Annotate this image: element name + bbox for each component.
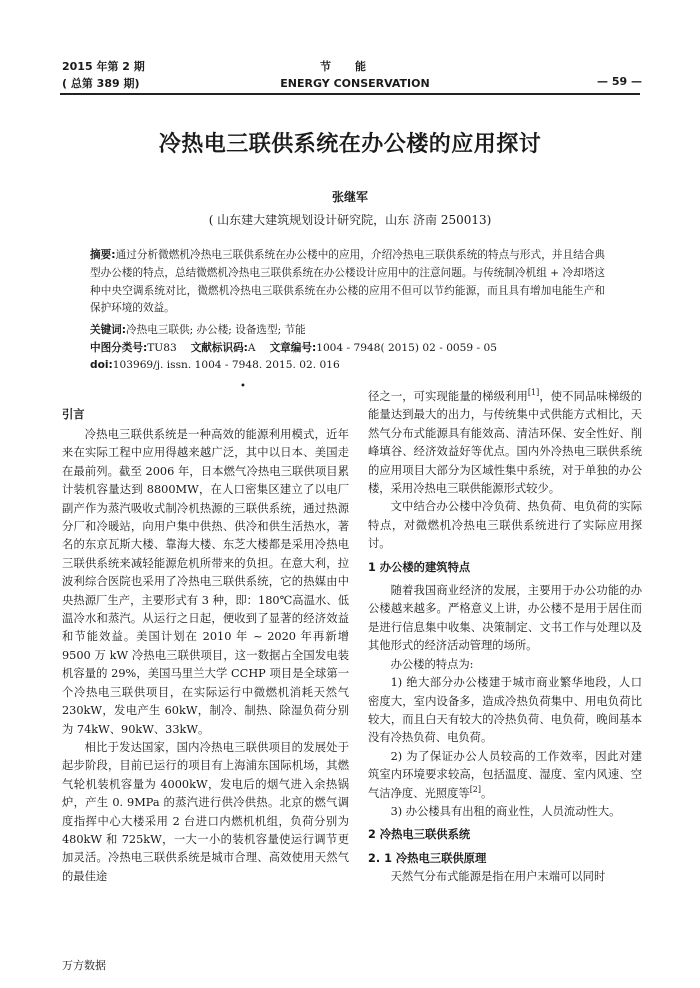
paragraph	[368, 748, 642, 803]
paragraph-text: ，使不同品味梯级的能量达到最大的出力，与传统集中式供能方式相比，天然气分布式能源具有能效高、清洁环保、安全性好、削峰填谷、经济效益好等优点。国内外冷热电三联供系统的应用项目大部分为区域性集中系统，对于单独的办公楼，采用冷热电三联供能源形式较少。	[368, 390, 642, 496]
section-heading: 2 冷热电三联供系统	[368, 828, 471, 842]
abstract-text: 通过分析微燃机冷热电三联供系统在办公楼中的应用，介绍冷热电三联供系统的特点与形式，并且结合典型办公楼的特点，总结微燃机冷热电三联供系统在办公楼设计应用中的注意问题。与传统制冷机组 + 冷却塔这种中央空调系统对比，微燃机冷热电三联供系统在办公楼的应用不但可以节约能源，而且具有增加电能生产和保护环境的效益。	[90, 249, 605, 315]
subsection-heading: 2. 1 冷热电三联供原理	[368, 851, 487, 865]
paragraph: 1) 绝大部分办公楼建于城市商业繁华地段，人口密度大，室内设备多，造成冷热负荷集中、用电负荷比较大，而且白天有较大的冷热负荷、电负荷，晚间基本没有冷热负荷、电负荷。	[368, 676, 642, 745]
paragraph: 天然气分布式能源是指在用户末端可以同时	[390, 870, 606, 884]
paragraph-text: 径之一，可实现能量的梯级利用	[368, 390, 528, 403]
left-column	[62, 426, 349, 886]
paragraph-text: 2) 为了保证办公人员较高的工作效率，因此对建筑室内环境要求较高，包括温度、湿度、室内风速、空气洁净度、光照度等	[368, 749, 642, 800]
affiliation: ( 山东建大建筑规划设计研究院，山东 济南 250013)	[208, 213, 492, 227]
paragraph: 3) 办公楼具有出租的商业性，人员流动性大。	[390, 804, 621, 818]
citation-ref: [1]	[527, 388, 540, 398]
paragraph	[368, 388, 642, 498]
paragraph: 随着我国商业经济的发展，主要用于办公功能的办公楼越来越多。严格意义上讲，办公楼不是用于居住而是进行信息集中收集、决策制定、文书工作与处理以及其他形式的经济活动管理的场所。	[368, 584, 642, 653]
bullet-mark: •	[240, 381, 246, 392]
journal-name	[260, 58, 450, 92]
doc-code-value: A	[247, 342, 256, 354]
paragraph: 办公楼的特点为:	[390, 657, 474, 671]
article-title: 冷热电三联供系统在办公楼的应用探讨	[158, 132, 542, 157]
clc-value: TU83	[147, 342, 177, 354]
author: 张继军	[331, 190, 368, 204]
doi-line	[90, 357, 630, 374]
article-number-label: 文章编号:	[269, 342, 317, 354]
keywords-text: 冷热电三联供; 办公楼; 设备选型; 节能	[126, 324, 306, 336]
classification-line	[90, 340, 630, 357]
total-issue-number: ( 总第 389 期)	[62, 77, 140, 90]
abstract-label: 摘要:	[90, 249, 116, 261]
right-column	[368, 388, 642, 887]
abstract	[90, 247, 605, 318]
header-rule	[60, 93, 640, 95]
journal-name-cn: 节能	[320, 60, 390, 73]
paragraph: 相比于发达国家，国内冷热电三联供项目的发展处于起步阶段，目前已运行的项目有上海浦东国际机场，其燃气轮机装机容量为 4000kW，发电后的烟气进入余热锅炉，产生 0. 9MPa 的蒸汽进行供冷供热。北京的燃气调度指挥中心大楼采用 2 台进口内燃机机组，负荷分别为 480kW 和 725kW，一大一小的装机容量使运行调节更加灵活。冷热电三联供系统是城市合理、高效使用天然气的最佳途	[62, 740, 349, 883]
doi-value: 103969/j. issn. 1004 - 7948. 2015. 02. 016	[112, 359, 340, 371]
doc-code-label: 文献标识码:	[190, 342, 248, 354]
keywords	[90, 322, 605, 339]
paragraph: 文中结合办公楼中冷负荷、热负荷、电负荷的实际特点，对微燃机冷热电三联供系统进行了实际应用探讨。	[368, 500, 642, 551]
doi-label: doi:	[90, 359, 113, 371]
journal-name-en: ENERGY CONSERVATION	[280, 77, 430, 90]
citation-ref: [2]	[469, 784, 482, 794]
paragraph-text: 。	[481, 786, 493, 800]
page-number: — 59 —	[597, 75, 642, 88]
article-number-value: 1004 - 7948( 2015) 02 - 0059 - 05	[316, 342, 497, 354]
section-heading: 1 办公楼的建筑特点	[368, 560, 471, 574]
issue-info	[62, 58, 145, 92]
clc-label: 中图分类号:	[90, 342, 148, 354]
paragraph: 冷热电三联供系统是一种高效的能源利用模式，近年来在实际工程中应用得越来越广泛，其中以日本、美国走在最前列。截至 2006 年，日本燃气冷热电三联供项目累计装机容量达到 8800MW，在人口密集区建立了以电厂副产作为蒸汽吸收式制冷机热源的三联供系统，通过热源分厂和冷暖站，向用户集中供热、供冷和供生活热水，著名的东京瓦斯大楼、靠海大楼、东芝大楼都是采用冷热电三联供系统来减轻能源危机所带来的负担。在意大利，拉波利综合医院也采用了冷热电三联供系统，它的热媒由中央热源厂生产，主要形式有 3 种，即：180℃高温水、低温冷水和蒸汽。从运行之日起，便收到了显著的经济效益和节能效益。美国计划在 2010 年 ~ 2020 年再新增 9500 万 kW 冷热电三联供项目，这一数据占全国发电装机容量的 29%，美国马里兰大学 CCHP 项目是全球第一个冷热电三联供项目，在实际运行中微燃机消耗天然气 230kW，发电产生 60kW，制冷、制热、除湿负荷分别为 74kW、90kW、33kW。	[62, 428, 349, 736]
keywords-label: 关键词:	[90, 324, 127, 336]
section-heading-intro: 引言	[62, 408, 85, 421]
watermark-source: 万方数据	[62, 959, 106, 972]
issue-number: 2015 年第 2 期	[62, 60, 145, 73]
